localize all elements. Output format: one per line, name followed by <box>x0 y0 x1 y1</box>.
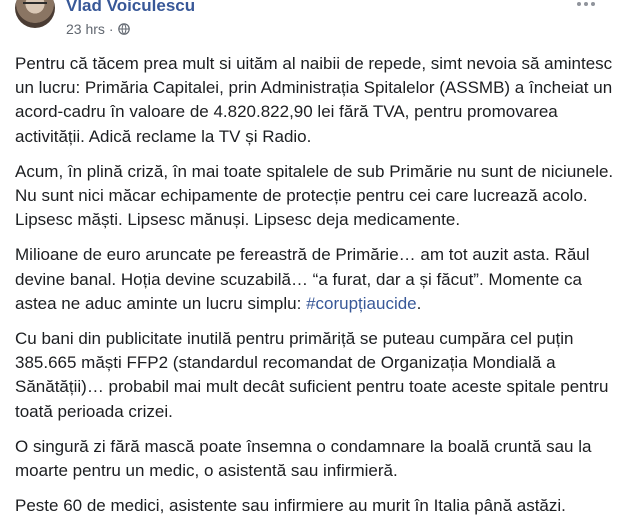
author-name[interactable]: Vlad Voiculescu <box>66 0 196 15</box>
author-avatar[interactable] <box>15 0 55 28</box>
avatar-glasses <box>23 2 47 10</box>
post-paragraph-3 <box>15 243 615 316</box>
post-header <box>0 0 623 48</box>
paragraph-text-end: . <box>416 293 422 313</box>
post-meta <box>66 20 130 38</box>
paragraph-text: Peste 60 de medici, asistente sau infirmiere au murit în Italia până astăzi. <box>15 496 566 516</box>
post-paragraph-6 <box>15 494 615 518</box>
post-paragraph-2 <box>15 160 615 233</box>
hashtag-link[interactable]: #corupțiaucide <box>306 293 417 313</box>
paragraph-text: Cu bani din publicitate inutilă pentru primăriță se puteau cumpăra cel puțin 385.665 măști FFP2 (standardul recomandat de Organizația Mondială a Sănătății)… probabil mai mult decât suficient pentru toate aceste spitale pentru toată perioada crizei. <box>15 329 609 421</box>
post-paragraph-5 <box>15 435 615 483</box>
globe-icon[interactable] <box>118 23 130 35</box>
paragraph-text: O singură zi fără mască poate însemna o condamnare la boală cruntă sau la moarte pentru un medic, o asistentă sau infirmieră. <box>15 436 592 481</box>
post-paragraph-1 <box>15 52 615 149</box>
paragraph-text: Acum, în plină criză, în mai toate spitalele de sub Primărie nu sunt de niciunele. Nu sunt nici măcar echipamente de protecție pentru cei care lucrează acolo. Lipsesc măști. Lipsesc mănuși. Lipsesc deja medicamente. <box>15 161 614 230</box>
paragraph-text: Milioane de euro aruncate pe fereastră de Primărie… am tot auzit asta. Răul devine banal. Hoția devine scuzabilă… “a furat, dar a și făcut”. Momente ca astea ne aduc aminte un lucru simplu: <box>15 245 590 313</box>
post-timestamp[interactable]: 23 hrs <box>66 21 105 37</box>
more-horizontal-icon[interactable] <box>572 0 600 14</box>
post-body <box>15 52 615 529</box>
paragraph-text: Pentru că tăcem prea mult si uităm al naibii de repede, simt nevoia să amintesc un lucru: Primăria Capitalei, prin Administrația Spitalelor (ASSMB) a încheiat un acord-cadru în valoare de 4.820.822,90 lei fără TVA, pentru promovarea activității. Adică reclame la TV și Radio. <box>15 54 613 146</box>
post-paragraph-4 <box>15 327 615 424</box>
meta-separator: · <box>108 21 114 37</box>
